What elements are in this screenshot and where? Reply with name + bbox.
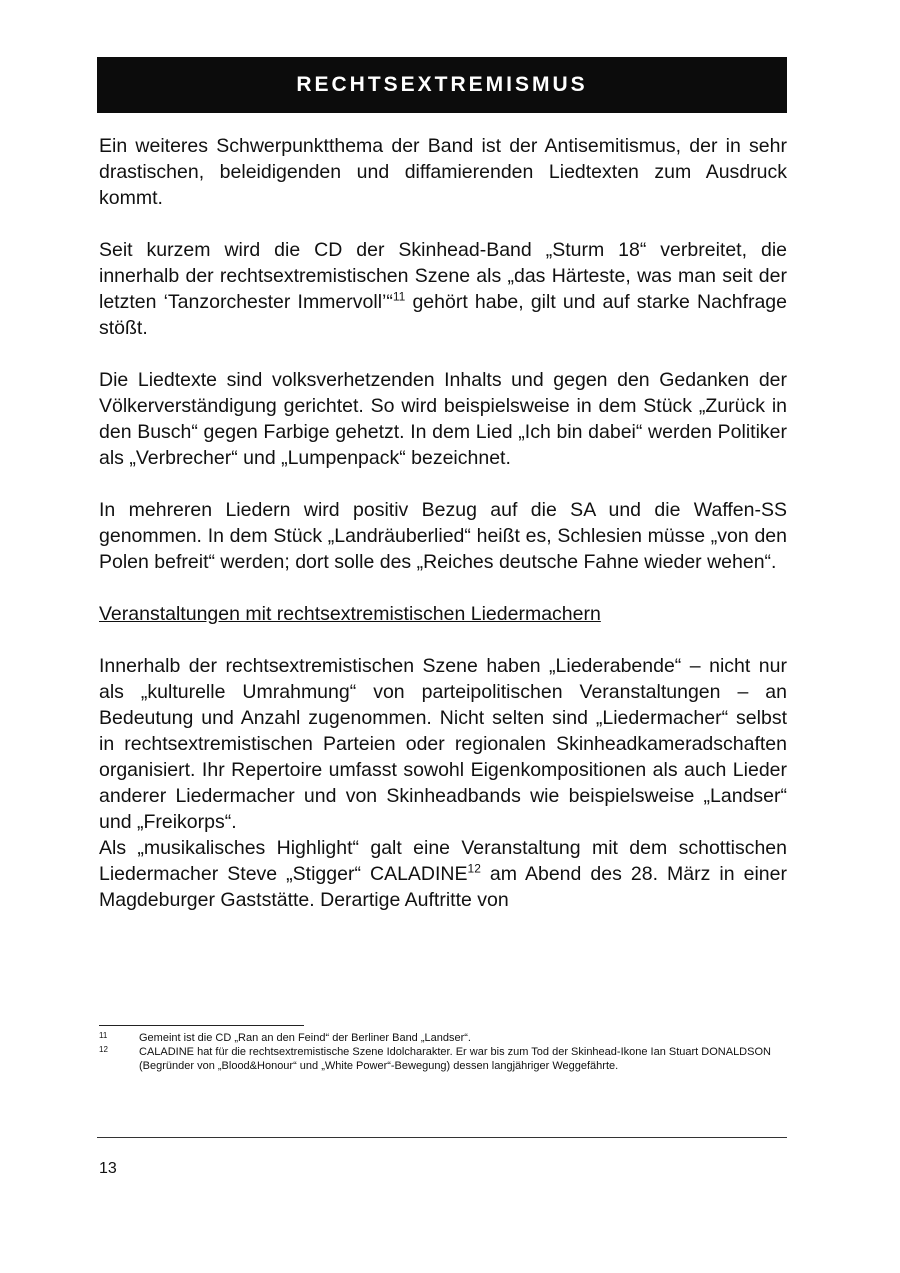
paragraph-5: Innerhalb der rechtsextremistischen Szene haben „Liederabende“ – nicht nur als „kulturelle Umrahmung“ von parteipolitischen Veranstaltungen – an Bedeutung und Anzahl zugenommen. Nicht selten sind „Liedermacher“ selbst in rechtsextremistischen Parteien oder regionalen Skinheadkameradschaften organisiert. Ihr Repertoire umfasst sowohl Eigenkompositionen als auch Lieder anderer Liedermacher und von Skinheadbands wie beispielsweise „Landser“ und „Freikorps“. <box>99 655 787 833</box>
footnote-12 <box>99 1045 787 1073</box>
paragraph-6-part-a: Als „musikalisches Highlight“ galt eine Veranstaltung mit dem schottischen Liedermacher Steve „Stigger“ CALADINE <box>99 837 787 885</box>
footnote-ref-11: 11 <box>392 289 406 304</box>
page-number: 13 <box>99 1160 117 1177</box>
page-footer-divider <box>97 1137 787 1138</box>
paragraph-6-part-b: am Abend des 28. März in einer Magdeburger Gaststätte. Derartige Auftritte von <box>99 863 787 911</box>
paragraph-3: Die Liedtexte sind volksverhetzenden Inhalts und gegen den Gedanken der Völkerverständigung gerichtet. So wird beispielsweise in dem Stück „Zurück in den Busch“ gegen Farbige gehetzt. In dem Lied „Ich bin dabei“ werden Politiker als „Verbrecher“ und „Lumpenpack“ bezeichnet. <box>99 369 787 469</box>
footnote-number: 12 <box>99 1045 108 1054</box>
footnote-ref-12: 12 <box>467 861 481 876</box>
paragraph-6 <box>99 835 787 913</box>
footnote-divider <box>99 1025 304 1026</box>
paragraph-2-part-b: gehört habe, gilt und auf starke Nachfrage stößt. <box>99 291 787 339</box>
footnote-text: Gemeint ist die CD „Ran an den Feind“ der Berliner Band „Landser“. <box>139 1032 471 1044</box>
footnote-number: 11 <box>99 1031 108 1040</box>
paragraph-2-part-a: Seit kurzem wird die CD der Skinhead-Band „Sturm 18“ verbreitet, die innerhalb der rechtsextremistischen Szene als „das Härteste, was man seit der letzten ‘Tanzorchester Immervoll’“ <box>99 239 787 313</box>
paragraph-4: In mehreren Liedern wird positiv Bezug auf die SA und die Waffen-SS genommen. In dem Stück „Landräuberlied“ heißt es, Schlesien müsse „von den Polen befreit“ werden; dort solle des „Reiches deutsche Fahne wieder wehen“. <box>99 499 787 573</box>
paragraph-2 <box>99 237 787 341</box>
paragraph-1: Ein weiteres Schwerpunktthema der Band ist der Antisemitismus, der in sehr drastischen, beleidigenden und diffamierenden Liedtexten zum Ausdruck kommt. <box>99 135 787 209</box>
footnote-11 <box>99 1031 787 1045</box>
section-header <box>97 57 787 113</box>
body-text <box>99 133 787 913</box>
section-header-title: RECHTSEXTREMISMUS <box>296 73 588 96</box>
footnote-text: CALADINE hat für die rechtsextremistische Szene Idolcharakter. Er war bis zum Tod der Skinhead-Ikone Ian Stuart DONALDSON (Begründer von „Blood&Honour“ und „White Power“-Bewegung) dessen langjähriger Weggefährte. <box>139 1046 771 1072</box>
footnotes <box>99 1031 787 1073</box>
section-heading: Veranstaltungen mit rechtsextremistischen Liedermachern <box>99 603 601 625</box>
